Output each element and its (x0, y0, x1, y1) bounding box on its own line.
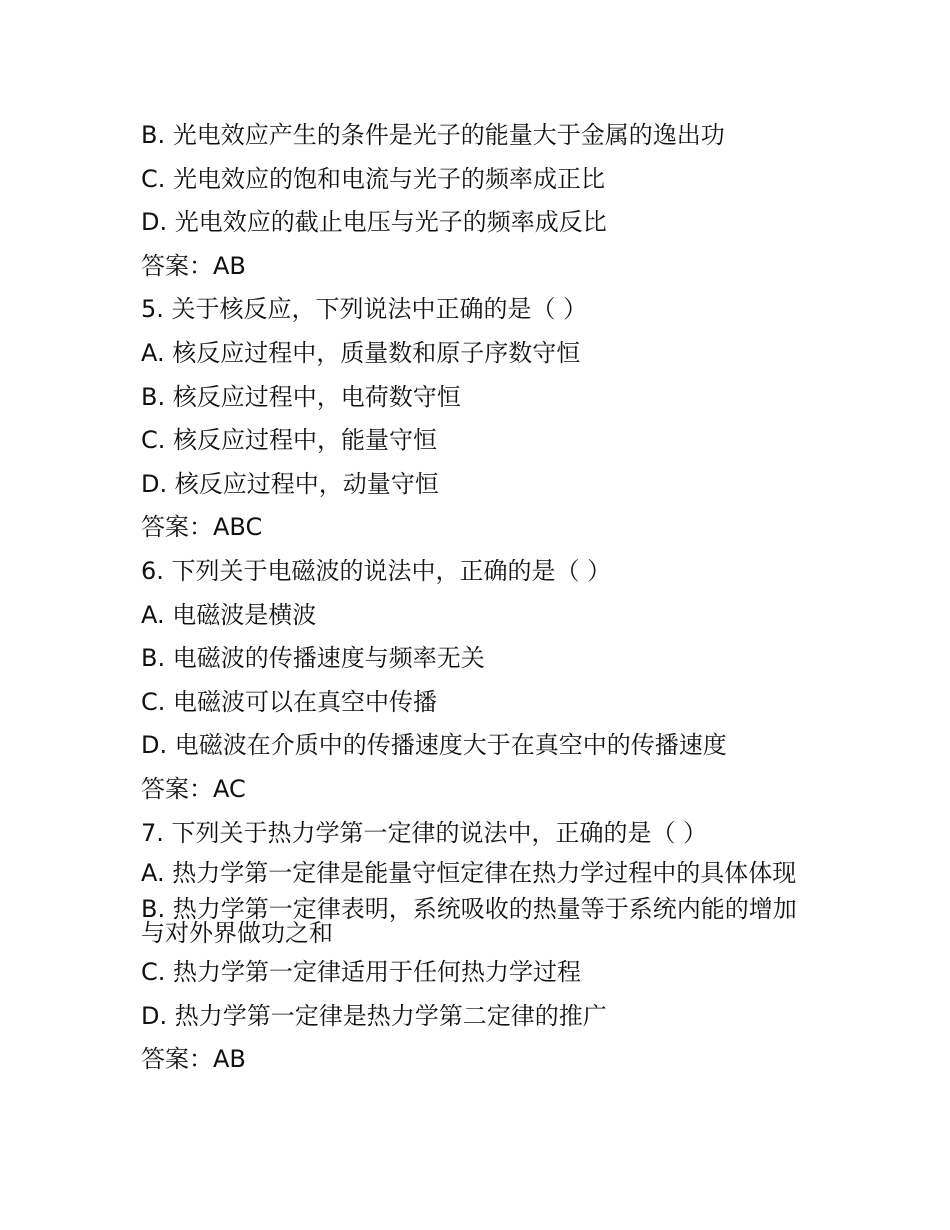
q6-option-b: B. 电磁波的传播速度与频率无关 (141, 644, 485, 673)
question-5: 5. 关于核反应，下列说法中正确的是（ ） (141, 295, 588, 324)
question-7: 7. 下列关于热力学第一定律的说法中，正确的是（ ） (141, 818, 708, 847)
q5-option-b: B. 核反应过程中，电荷数守恒 (141, 382, 461, 411)
answer-q5: 答案：ABC (141, 513, 263, 542)
document-page (141, 120, 801, 1088)
answer-q4: 答案：AB (141, 251, 246, 280)
q7-option-b: B. 热力学第一定律表明，系统吸收的热量等于系统内能的增加与对外界做功之和 (141, 895, 797, 948)
option-c-saturation-current: C. 光电效应的饱和电流与光子的频率成正比 (141, 164, 606, 193)
q5-option-a: A. 核反应过程中，质量数和原子序数守恒 (141, 338, 581, 367)
option-b-photoelectric-condition: B. 光电效应产生的条件是光子的能量大于金属的逸出功 (141, 121, 725, 149)
question-6: 6. 下列关于电磁波的说法中，正确的是（ ） (141, 556, 612, 585)
q7-option-a: A. 热力学第一定律是能量守恒定律在热力学过程中的具体体现 (141, 859, 797, 888)
option-d-stopping-voltage: D. 光电效应的截止电压与光子的频率成反比 (141, 208, 607, 237)
q5-option-c: C. 核反应过程中，能量守恒 (141, 426, 438, 455)
q6-option-d: D. 电磁波在介质中的传播速度大于在真空中的传播速度 (141, 731, 727, 760)
answer-q6: 答案：AC (141, 774, 246, 803)
q6-option-c: C. 电磁波可以在真空中传播 (141, 687, 438, 716)
q6-option-a: A. 电磁波是横波 (141, 600, 317, 629)
answer-q7: 答案：AB (141, 1045, 246, 1074)
q7-option-d: D. 热力学第一定律是热力学第二定律的推广 (141, 1001, 607, 1030)
q5-option-d: D. 核反应过程中，动量守恒 (141, 469, 439, 498)
q7-option-c: C. 热力学第一定律适用于任何热力学过程 (141, 958, 582, 987)
